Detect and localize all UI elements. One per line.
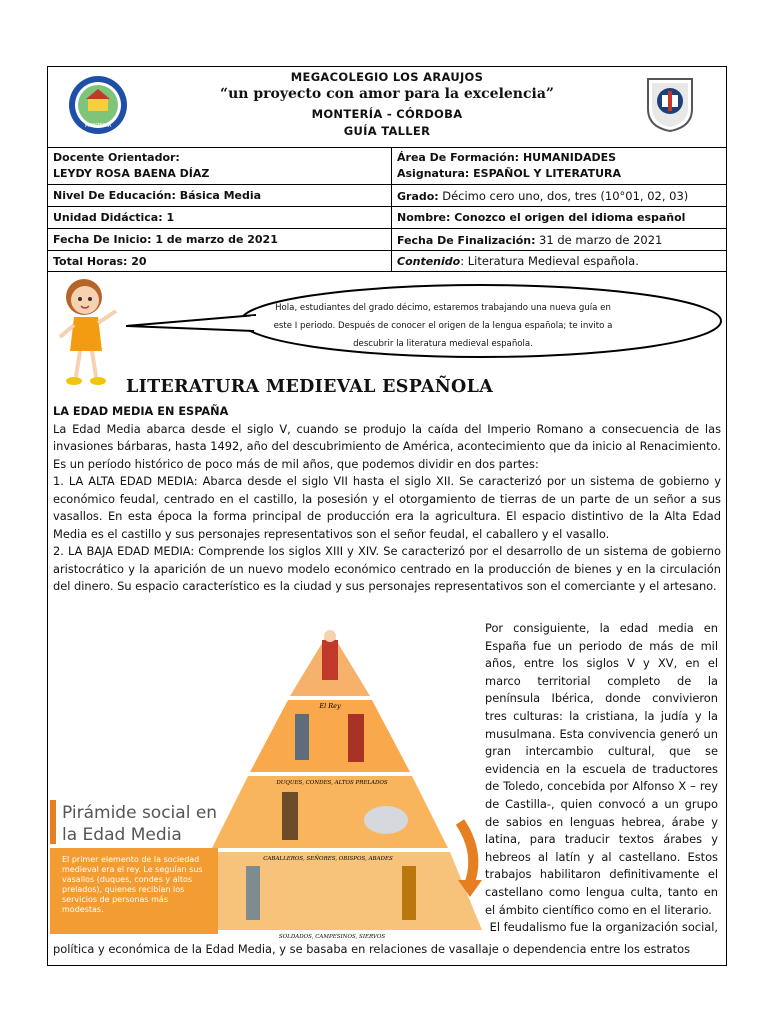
- fin-cell: [392, 229, 727, 251]
- prelate-figure-icon: [348, 714, 364, 762]
- girl-cartoon-icon: [54, 275, 120, 390]
- asignatura-label: Asignatura:: [397, 167, 470, 180]
- paragraph: 1. LA ALTA EDAD MEDIA: Abarca desde el siglo VII hasta el siglo XII. Se caracterizó por un sistema de gobierno y económico feudal, centrado en el castillo, la posesión y el otorgamiento de tierras de un parte de un señor a sus vasallos. En esta época la forma principal de producción era la agricultura. El espacio distintivo de la Alta Edad Media es el castillo y sus personajes representativos son el señor feudal, el caballero y el vasallo.: [53, 474, 721, 541]
- area-cell: [392, 148, 727, 185]
- grado-cell: [392, 185, 727, 207]
- grado-label: Grado:: [397, 189, 439, 203]
- nombre-cell: [392, 207, 727, 229]
- nivel-cell: Nivel De Educación: Básica Media: [48, 185, 392, 207]
- caption-line: El primer elemento de la sociedad: [62, 855, 200, 864]
- pyramid-label-3: CABALLEROS, SEÑORES, OBISPOS, ABADES: [263, 856, 393, 862]
- soldier-figure-icon: [246, 866, 260, 920]
- docente-cell: [48, 148, 392, 185]
- caption-line: vasallos (duques, condes y altos: [62, 875, 193, 884]
- info-table: [48, 148, 726, 272]
- unidad-cell: Unidad Didáctica: 1: [48, 207, 392, 229]
- table-row: [48, 251, 726, 272]
- caption-line: prelados), quienes recibían los: [62, 885, 185, 894]
- pyramid-level-4: [178, 852, 482, 930]
- feudal-line-2: política y económica de la Edad Media, y se basaba en relaciones de vasallaje o dependencia entre los estratos: [53, 942, 691, 956]
- doc-type: GUÍA TALLER: [343, 124, 431, 138]
- grado-value: Décimo cero uno, dos, tres (10°01, 02, 03): [442, 188, 689, 203]
- bubble-line: descubrir la literatura medieval española.: [353, 339, 533, 349]
- bubble-line: Hola, estudiantes del grado décimo, estaremos trabajando una nueva guía en: [275, 303, 611, 313]
- pyramid-level-2: [250, 700, 410, 772]
- side-text: [485, 620, 718, 937]
- city: MONTERÍA - CÓRDOBA: [311, 107, 463, 121]
- school-logo-icon: [68, 75, 128, 135]
- knight-horse-icon: [364, 806, 408, 834]
- area-value: HUMANIDADES: [522, 151, 617, 164]
- noble-figure-icon: [295, 714, 309, 760]
- docente-label: Docente Orientador:: [53, 151, 180, 164]
- paragraph: La Edad Media abarca desde el siglo V, cuando se produjo la caída del Imperio Romano a consecuencia de las invasiones bárbaras, hasta 1492, año del descubrimiento de América, acontecimiento que da inicio al Renacimiento. Es un período histórico de poco más de mil años, que podemos dividir en dos partes:: [53, 421, 721, 471]
- bubble-line: este I periodo. Después de conocer el origen de la lengua española; te invito a: [273, 321, 613, 331]
- crest-logo-icon: [644, 75, 696, 133]
- social-pyramid: [50, 622, 490, 942]
- table-row: [48, 207, 726, 229]
- nombre-value: Conozco el origen del idioma español: [454, 211, 686, 224]
- table-row: [48, 185, 726, 207]
- paragraph: 2. LA BAJA EDAD MEDIA: Comprende los siglos XIII y XIV. Se caracterizó por el desarrollo de un sistema de gobierno aristocrático y la aparición de un nuevo modelo económico centrado en la producción de bienes y en la circulación del dinero. Su espacio característico es la ciudad y sus personajes representativos son el comerciante y el artesano.: [53, 544, 721, 593]
- intro-section: [48, 272, 726, 390]
- horas-cell: Total Horas: 20: [48, 251, 392, 272]
- monk-figure-icon: [282, 792, 298, 840]
- area-label: Área De Formación:: [397, 151, 520, 164]
- table-row: [48, 229, 726, 251]
- caption-line: medieval era el rey. Le seguían sus: [62, 865, 203, 874]
- school-name: MEGACOLEGIO LOS ARAUJOS: [290, 70, 484, 84]
- section-heading: LA EDAD MEDIA EN ESPAÑA: [53, 405, 229, 418]
- header: [48, 67, 726, 148]
- document-frame: [47, 66, 727, 966]
- asignatura-value: ESPAÑOL Y LITERATURA: [473, 167, 622, 180]
- fin-value: 31 de marzo de 2021: [539, 232, 663, 247]
- contenido-value: : Literatura Medieval española.: [460, 254, 639, 268]
- body-text: [53, 403, 721, 596]
- king-figure-icon: [322, 640, 338, 680]
- side-paragraph: Por consiguiente, la edad media en España fue un periodo de más de mil años, entre los siglos V y XV, en el marco territorial completo de la península Ibérica, donde convivieron tres culturas: la cristiana, la judía y la musulmana. Esta convivencia generó un gran intercambio cultural, que se evidencia en la escuela de traductores de Toledo, concebida por Alfonso X – rey de Castilla-, quien convocó a un grupo de sabios en lenguas hebrea, árabe y latina, para traducir textos árabes y hebreos al latín y al castellano. Estos trabajos habilitaron definitivamente el castellano como lengua culta, tanto en el ámbito científico como en el literario.: [485, 621, 718, 917]
- pyramid-title-1: Pirámide social en: [62, 803, 218, 823]
- peasant-figure-icon: [402, 866, 416, 920]
- arrow-icon: [460, 822, 473, 882]
- caption-line: modestas.: [62, 905, 104, 914]
- pyramid-label-2: DUQUES, CONDES, ALTOS PRELADOS: [276, 780, 388, 786]
- contenido-label: Contenido: [397, 255, 461, 268]
- feudal-line-1: El feudalismo fue la organización social,: [489, 920, 718, 935]
- school-motto: “un proyecto con amor para la excelencia”: [220, 86, 554, 102]
- caption-line: servicios de personas más: [62, 895, 169, 904]
- pyramid-title-2: la Edad Media: [62, 825, 182, 845]
- page-title: LITERATURA MEDIEVAL ESPAÑOLA: [126, 377, 494, 397]
- logo-text: MONTERIA: [84, 123, 112, 129]
- contenido-cell: [392, 251, 727, 272]
- pyramid-level-3: [212, 776, 448, 848]
- pyramid-label-1: El Rey: [319, 702, 341, 710]
- fin-label: Fecha De Finalización:: [397, 233, 536, 247]
- docente-name: LEYDY ROSA BAENA DÍAZ: [53, 167, 210, 180]
- bubble-text: [248, 299, 638, 353]
- table-row: [48, 148, 726, 185]
- inicio-cell: Fecha De Inicio: 1 de marzo de 2021: [48, 229, 392, 251]
- nombre-label: Nombre:: [397, 211, 451, 224]
- title-accent-bar: [50, 800, 56, 844]
- pyramid-label-4: SOLDADOS, CAMPESINOS, SIERVOS: [278, 934, 386, 940]
